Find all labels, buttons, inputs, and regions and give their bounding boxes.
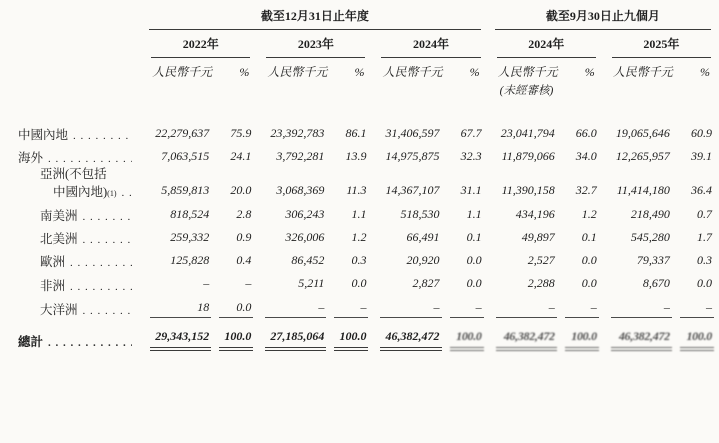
spacer	[138, 79, 211, 100]
cell-pct: 75.9	[230, 125, 252, 140]
row-label: 大洋洲 . . .	[6, 294, 138, 318]
spacer	[599, 79, 672, 100]
cell-pct: –	[326, 294, 368, 318]
total-value: 46,382,472	[599, 318, 672, 350]
unit-header: 人民幣千元	[497, 64, 558, 79]
cell-pct: 0.0	[351, 276, 367, 291]
cell-value: 23,041,794	[500, 125, 555, 140]
total-value: 27,185,064	[253, 318, 326, 350]
row-label: 非洲 . . .	[6, 271, 138, 294]
year-header: 2022年	[138, 30, 253, 58]
cell-value: 11,414,180	[616, 183, 670, 198]
cell-value: –	[484, 294, 557, 318]
cell-pct: 31.1	[460, 183, 482, 198]
cell-value: 3,068,369	[276, 183, 325, 198]
row-label: 總計 . . .	[6, 318, 138, 350]
cell-value: 2,827	[412, 276, 440, 291]
cell-value: –	[599, 294, 672, 318]
cell-value: 7,063,515	[161, 149, 210, 164]
period-header: 截至12月31日止年度	[138, 8, 483, 30]
cell-value: 218,490	[630, 206, 670, 221]
cell-pct: 60.9	[691, 125, 712, 140]
unit-header: 人民幣千元	[267, 64, 328, 79]
period-header: 截至9月30日止九個月	[484, 8, 714, 30]
year-header: 2024年	[484, 30, 599, 58]
unaudited-note: (未經審核)	[499, 85, 554, 98]
cell-pct: 34.0	[575, 149, 597, 164]
cell-value: –	[368, 294, 441, 318]
cell-value: 3,792,281	[276, 149, 325, 164]
unit-header-row	[6, 58, 714, 80]
dot-leader	[48, 337, 132, 350]
cell-pct: –	[442, 294, 484, 318]
cell-pct: 0.7	[697, 206, 712, 221]
cell-pct: 0.1	[466, 229, 482, 244]
cell-pct: 86.1	[345, 125, 367, 140]
note-row	[6, 79, 714, 100]
cell-pct: 39.1	[691, 149, 712, 164]
pct-header: %	[469, 64, 480, 79]
cell-pct: 0.1	[581, 229, 597, 244]
row-label: 歐洲 . . .	[6, 248, 138, 271]
cell-value: 518,530	[400, 206, 440, 221]
cell-value: 125,828	[170, 253, 210, 268]
pct-header: %	[584, 64, 595, 79]
dot-leader	[73, 130, 132, 143]
total-row	[6, 318, 714, 350]
year-header: 2024年	[368, 30, 483, 58]
cell-pct: 13.9	[345, 149, 367, 164]
cell-pct: 1.1	[466, 206, 482, 221]
cell-value: 2,288	[527, 276, 555, 291]
cell-value: 66,491	[406, 229, 440, 244]
total-pct: 100.0	[557, 318, 599, 350]
dot-leader	[83, 234, 133, 247]
total-pct: 100.0	[211, 318, 253, 350]
cell-value: 545,280	[630, 229, 670, 244]
unit-header: 人民幣千元	[382, 64, 443, 79]
cell-pct: –	[672, 294, 714, 318]
table-row	[6, 224, 714, 247]
cell-pct: 32.3	[460, 149, 482, 164]
cell-pct: 0.3	[351, 253, 367, 268]
cell-pct: 2.8	[236, 206, 252, 221]
dot-leader	[48, 153, 132, 166]
cell-pct: 11.3	[346, 183, 367, 198]
cell-value: 19,065,646	[615, 125, 670, 140]
cell-value: 14,367,107	[385, 183, 440, 198]
unit-header: 人民幣千元	[612, 64, 673, 79]
spacer	[253, 79, 326, 100]
cell-value: 31,406,597	[385, 125, 440, 140]
year-header: 2025年	[599, 30, 714, 58]
cell-value: 20,920	[406, 253, 440, 268]
cell-value: 2,527	[527, 253, 555, 268]
table-row	[6, 271, 714, 294]
cell-value: 22,279,637	[155, 125, 210, 140]
total-pct: 100.0	[442, 318, 484, 350]
cell-pct: 0.0	[466, 276, 482, 291]
cell-pct: 0.0	[211, 294, 253, 318]
table-row	[6, 100, 714, 143]
cell-value: 12,265,957	[615, 149, 670, 164]
pct-header: %	[700, 64, 710, 79]
dot-leader	[70, 257, 132, 270]
cell-value: 11,879,066	[501, 149, 555, 164]
cell-pct: 20.0	[230, 183, 252, 198]
pct-header: %	[354, 64, 365, 79]
spacer	[6, 8, 138, 30]
total-value: 46,382,472	[368, 318, 441, 350]
total-pct: 100.0	[326, 318, 368, 350]
cell-value: 49,897	[521, 229, 555, 244]
spacer	[368, 79, 441, 100]
row-label: 海外 . . .	[6, 144, 138, 167]
dot-leader	[70, 281, 132, 294]
spacer	[6, 30, 138, 58]
cell-value: –	[203, 276, 210, 291]
table-row	[6, 248, 714, 271]
row-label: 南美洲 . . .	[6, 201, 138, 224]
year-header-row	[6, 30, 714, 58]
cell-pct: 1.1	[351, 206, 367, 221]
table-row	[6, 167, 714, 201]
cell-value: 818,524	[170, 206, 210, 221]
cell-pct: 0.9	[236, 229, 252, 244]
cell-pct: 0.0	[697, 276, 712, 291]
cell-value: 8,670	[642, 276, 670, 291]
row-label: 北美洲 . . .	[6, 224, 138, 247]
spacer	[6, 58, 138, 80]
period-header-row	[6, 8, 714, 30]
cell-pct: 0.4	[236, 253, 252, 268]
total-value: 46,382,472	[484, 318, 557, 350]
year-header: 2023年	[253, 30, 368, 58]
revenue-by-region-table	[6, 8, 714, 351]
table-row	[6, 144, 714, 167]
cell-value: 23,392,783	[270, 125, 325, 140]
cell-pct: 0.3	[697, 253, 712, 268]
unit-header: 人民幣千元	[152, 64, 213, 79]
cell-value: 86,452	[291, 253, 325, 268]
cell-value: 326,006	[285, 229, 325, 244]
table-row	[6, 201, 714, 224]
cell-pct: 66.0	[575, 125, 597, 140]
cell-pct: 0.0	[581, 276, 597, 291]
cell-pct: 32.7	[575, 183, 597, 198]
cell-value: 306,243	[285, 206, 325, 221]
cell-value: 434,196	[515, 206, 555, 221]
dot-leader	[83, 305, 133, 318]
cell-pct: 1.7	[697, 229, 712, 244]
cell-pct: 1.2	[581, 206, 597, 221]
total-pct: 100.0	[672, 318, 714, 350]
cell-pct: 0.0	[466, 253, 482, 268]
cell-value: 5,859,813	[161, 183, 210, 198]
cell-pct: –	[245, 276, 252, 291]
cell-value: 259,332	[170, 229, 210, 244]
cell-value: 14,975,875	[385, 149, 440, 164]
cell-pct: 67.7	[460, 125, 482, 140]
cell-pct: 24.1	[230, 149, 252, 164]
cell-pct: 1.2	[351, 229, 367, 244]
cell-value: 5,211	[298, 276, 325, 291]
dot-leader	[122, 187, 133, 200]
row-label: 中國內地 . . .	[6, 100, 138, 143]
table-row	[6, 294, 714, 318]
cell-value: 11,390,158	[501, 183, 555, 198]
pct-header: %	[239, 64, 250, 79]
cell-value: 18	[138, 294, 211, 318]
cell-pct: –	[557, 294, 599, 318]
total-value: 29,343,152	[138, 318, 211, 350]
cell-pct: 36.4	[691, 183, 712, 198]
dot-leader	[83, 211, 133, 224]
cell-pct: 0.0	[581, 253, 597, 268]
cell-value: –	[253, 294, 326, 318]
cell-value: 79,337	[636, 253, 670, 268]
row-label: 亞洲(不包括 中國內地) (1) . . .	[6, 167, 138, 201]
